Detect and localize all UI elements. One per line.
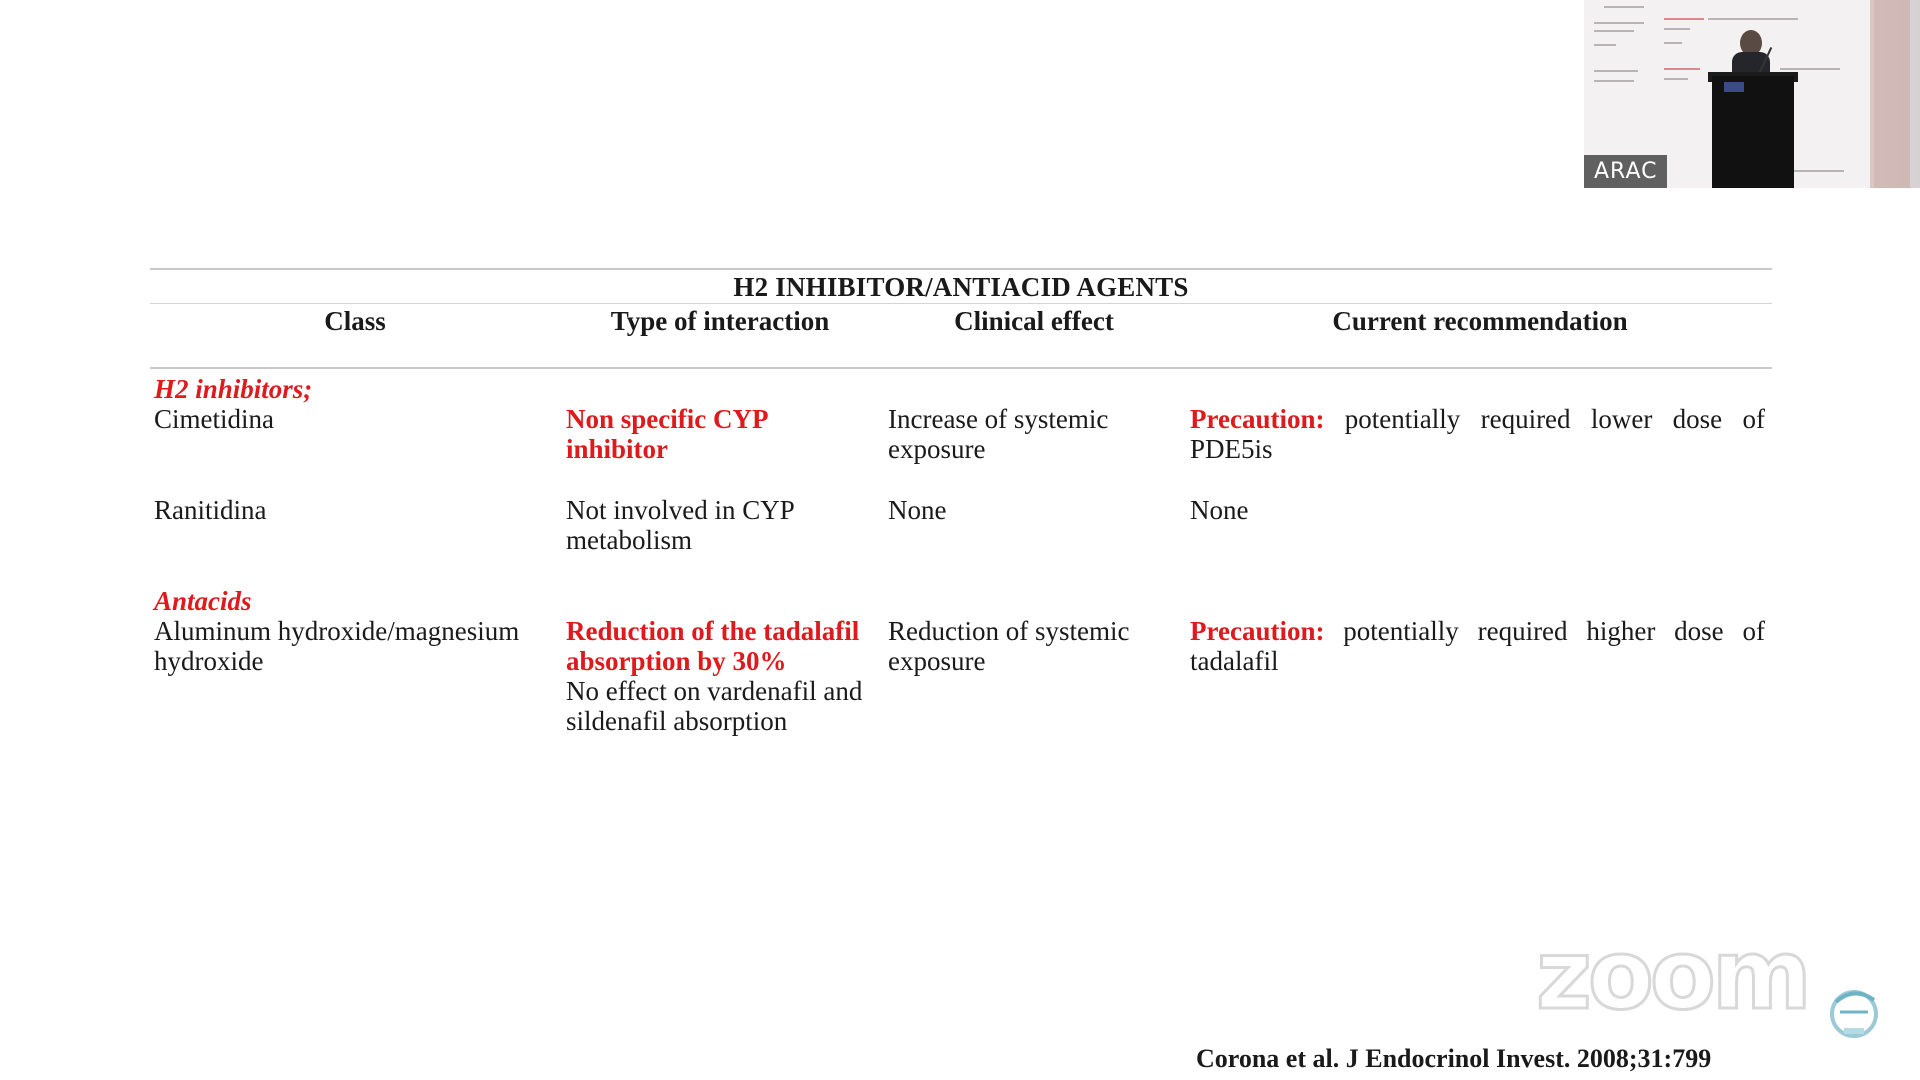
- group-label-antacids: Antacids: [154, 586, 252, 616]
- cell-class-cimetidina: Cimetidina: [154, 404, 274, 434]
- participant-video-thumbnail[interactable]: [1584, 0, 1920, 188]
- header-type-of-interaction: Type of interaction: [610, 306, 830, 336]
- podium: [1712, 76, 1794, 188]
- cell-effect-ranitidina: None: [888, 495, 947, 525]
- header-clinical-effect: Clinical effect: [954, 306, 1114, 336]
- cell-effect-cimetidina: Increase of systemic exposure: [888, 404, 1109, 464]
- podium-logo: [1724, 82, 1744, 92]
- table-top-rule: [150, 268, 1772, 270]
- video-screen-edge: [1870, 0, 1910, 188]
- cell-interaction-ranitidina: Not involved in CYP metabolism: [566, 495, 795, 555]
- header-current-recommendation: Current recommendation: [1332, 306, 1628, 336]
- society-logo-icon: [1826, 982, 1882, 1042]
- zoom-watermark-logo: zoom: [1536, 919, 1808, 1031]
- cell-effect-aluminum-hydroxide: Reduction of systemic exposure: [888, 616, 1130, 676]
- citation-text: Corona et al. J Endocrinol Invest. 2008;31:799: [1196, 1044, 1712, 1073]
- cell-class-aluminum-hydroxide: Aluminum hydroxide/magnesium hydroxide: [154, 616, 520, 676]
- table-title-rule: [150, 303, 1772, 304]
- cell-interaction-aluminum-hydroxide: Reduction of the tadalafil absorption by 30% No effect on vardenafil and sildenafil absorption: [566, 616, 863, 736]
- group-label-h2-inhibitors: H2 inhibitors;: [154, 374, 313, 404]
- cell-recommendation-aluminum-hydroxide: Precaution: potentially required higher dose of tadalafil: [1190, 616, 1765, 676]
- participant-name-label: ARAC: [1584, 155, 1667, 188]
- cell-recommendation-cimetidina: Precaution: potentially required lower dose of PDE5is: [1190, 404, 1765, 464]
- table-title: H2 INHIBITOR/ANTIACID AGENTS: [733, 272, 1189, 302]
- table-header-rule: [150, 367, 1772, 369]
- header-class: Class: [324, 306, 386, 336]
- cell-interaction-cimetidina: Non specific CYP inhibitor: [566, 404, 769, 464]
- cell-class-ranitidina: Ranitidina: [154, 495, 267, 525]
- cell-recommendation-ranitidina: None: [1190, 495, 1249, 525]
